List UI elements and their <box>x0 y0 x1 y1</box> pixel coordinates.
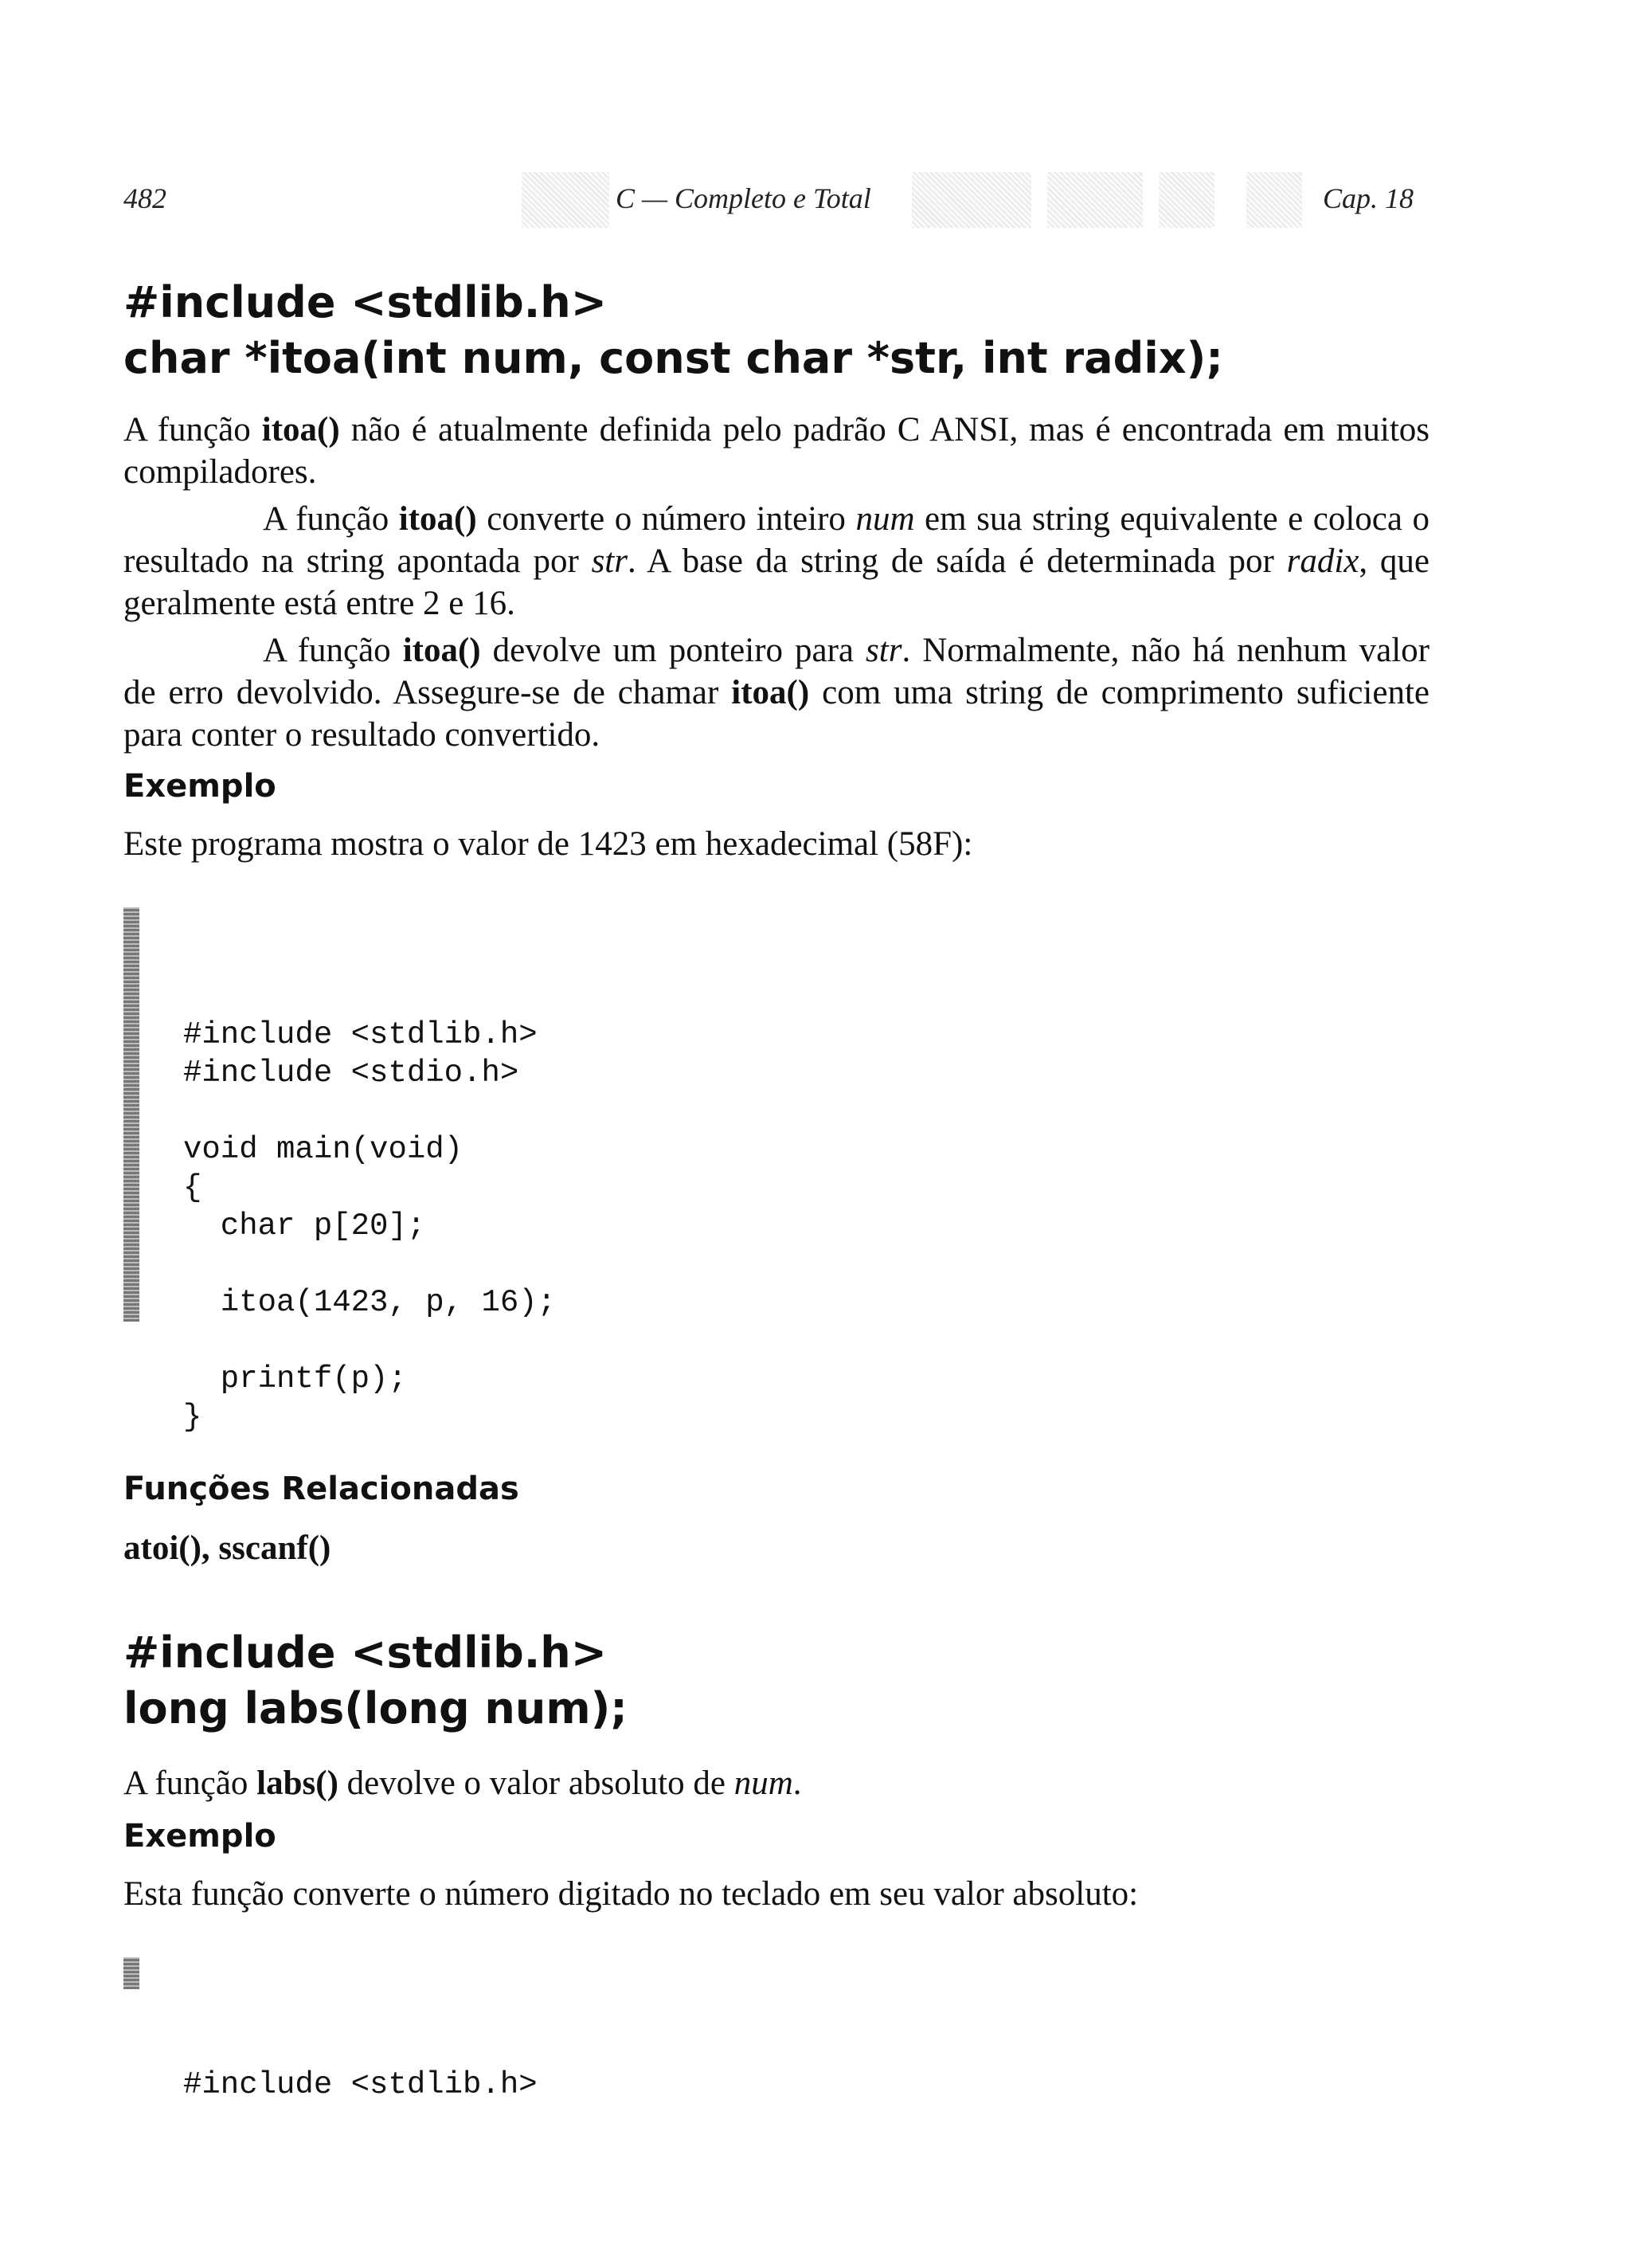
text-run: devolve um ponteiro para <box>480 632 866 669</box>
code-line: #include <stdio.h> <box>183 1056 519 1091</box>
text-run: converte o número inteiro <box>476 500 856 538</box>
function-name: itoa() <box>731 674 810 711</box>
parameter-name: radix <box>1286 543 1359 580</box>
itoa-paragraph-2 <box>123 498 1430 625</box>
header-decoration <box>522 172 609 228</box>
labs-include-line: #include <stdlib.h> <box>123 1628 607 1678</box>
itoa-example-heading: Exemplo <box>123 768 276 805</box>
text-run: . <box>792 1765 802 1802</box>
parameter-name: str <box>591 543 628 580</box>
itoa-paragraph-3 <box>123 629 1430 756</box>
code-line: char p[20]; <box>183 1208 426 1244</box>
labs-code-listing <box>123 1951 1430 2104</box>
text-run: A função <box>123 1765 257 1802</box>
code-line: printf(p); <box>183 1361 407 1396</box>
itoa-paragraph-1 <box>123 409 1430 493</box>
code-line: #include <stdlib.h> <box>183 2067 538 2102</box>
header-decoration <box>912 172 1031 228</box>
code-line: void main(void) <box>183 1132 463 1167</box>
function-name: labs() <box>256 1765 338 1802</box>
book-title: C — Completo e Total <box>616 182 871 214</box>
text-run: . Normalmente, não há nenhum valor de erro devolvido. Assegure-se de chamar <box>123 632 1430 711</box>
text-run: com uma string de comprimento suficiente para conter o resultado convertido. <box>123 674 1430 754</box>
itoa-prototype-line: char *itoa(int num, const char *str, int radix); <box>123 333 1223 383</box>
code-line <box>183 1322 1430 1360</box>
itoa-signature <box>123 275 1430 386</box>
text-run: em sua string equivalente e coloca o resultado na string apontada por <box>123 500 1430 580</box>
text-run: A função <box>263 500 399 538</box>
function-name: itoa() <box>261 411 340 449</box>
running-head <box>123 182 1414 229</box>
header-decoration <box>1047 172 1143 228</box>
text-run: devolve o valor absoluto de <box>338 1765 734 1802</box>
code-line: itoa(1423, p, 16); <box>183 1285 557 1320</box>
itoa-include-line: #include <stdlib.h> <box>123 277 607 327</box>
labs-example-intro: Esta função converte o número digitado no teclado em seu valor absoluto: <box>123 1875 1139 1913</box>
itoa-code-listing <box>123 901 1430 1436</box>
code-margin-bar <box>123 1957 139 1989</box>
related-functions-list: atoi(), sscanf() <box>123 1530 331 1567</box>
code-line <box>183 1245 1430 1283</box>
chapter-label: Cap. 18 <box>1322 182 1414 214</box>
labs-paragraph-1 <box>123 1762 1430 1804</box>
text-run: . A base da string de saída é determinada por <box>627 543 1287 580</box>
code-margin-bar <box>123 907 139 1322</box>
page-number: 482 <box>123 182 166 214</box>
related-functions-heading: Funções Relacionadas <box>123 1471 519 1507</box>
code-line: #include <stdlib.h> <box>183 1017 538 1052</box>
page-content <box>123 275 1430 2104</box>
text-run: , que geralmente está entre 2 e 16. <box>123 543 1430 622</box>
parameter-name: str <box>866 632 902 669</box>
header-decoration <box>1159 172 1214 228</box>
itoa-example-intro: Este programa mostra o valor de 1423 em hexadecimal (58F): <box>123 825 973 863</box>
function-name: itoa() <box>402 632 481 669</box>
text-run: A função <box>123 411 262 449</box>
text-run: A função <box>263 632 403 669</box>
header-decoration <box>1246 172 1302 228</box>
parameter-name: num <box>855 500 915 538</box>
labs-example-heading: Exemplo <box>123 1818 276 1855</box>
text-run: não é atualmente definida pelo padrão C ANSI, mas é encontrada em muitos compiladores. <box>123 411 1430 491</box>
labs-signature <box>123 1625 1430 1737</box>
function-name: itoa() <box>398 500 477 538</box>
code-line <box>183 1092 1430 1130</box>
code-line: { <box>183 1170 202 1205</box>
code-line: } <box>183 1400 202 1435</box>
parameter-name: num <box>733 1765 793 1802</box>
labs-prototype-line: long labs(long num); <box>123 1683 628 1733</box>
